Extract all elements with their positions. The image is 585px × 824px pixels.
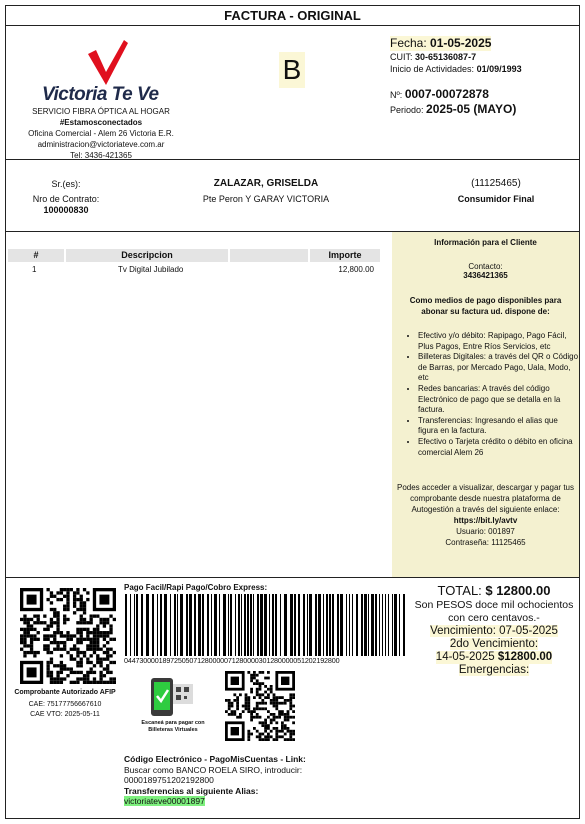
customer-name: ZALAZAR, GRISELDA [213,178,319,189]
cae-vto: CAE VTO: 2025-05-11 [30,711,100,718]
portal-link[interactable]: https://bit.ly/avtv [453,516,518,526]
vencimiento-1: Vencimiento: 07-05-2025 [430,625,558,637]
col-header-blank [230,249,308,262]
company-email: administracion@victoriateve.com.ar [37,140,165,149]
vencimiento-2-date: 14-05-2025 [435,651,495,663]
contract-label: Nro de Contrato: [32,194,100,204]
col-header-importe: Importe [310,249,380,262]
row-num: 1 [32,265,37,274]
company-phone: Tel: 3436-421365 [70,151,132,160]
list-item: • Billeteras Digitales: a través del QR o Código de Barras, por Mercado Pago, Uala, Modo, etc [418,352,579,384]
numero-value: 0007-00072878 [404,87,489,101]
customer-account: (11125465) [471,178,521,189]
payment-methods-title: Como medios de pago disponibles para abonar su factura ud. dispone de: [409,296,562,316]
list-item: • Efectivo y/o débito: Rapipago, Pago Fácil, Plus Pagos, Entre Ríos Servicios, etc [418,331,579,352]
company-logo-text: Victoria Te Ve [42,84,159,105]
portal-text: Podes acceder a visualizar, descargar y pagar tus comprobante desde nuestra plataforma de Autogestión a través del siguiente enlace: [397,483,574,515]
electronic-text: Buscar como BANCO ROELA SIRO, introducir: [124,764,303,775]
cae: CAE: 75177756667610 [28,701,102,708]
invoice-letter: B [279,52,305,88]
sres-label: Sr.(es): [51,179,81,189]
col-header-desc: Descripcion [66,249,228,262]
table-row [8,265,380,277]
inicio-value: 01/09/1993 [476,64,522,74]
contact-value: 3436421365 [463,271,508,280]
total-amount: $ 12800.00 [485,583,551,598]
payment-barcode [124,594,408,656]
check-logo-icon [86,38,130,86]
wallet-label: Escaneá para pagar con Billeteras Virtuales [141,720,205,733]
info-title: Información para el Cliente [434,238,537,247]
invoice-title: FACTURA - ORIGINAL [224,8,361,23]
list-item: • Efectivo o Tarjeta crédito o débito en oficina comercial Alem 26 [418,437,579,458]
company-hashtag: #Estamosconectados [59,118,143,127]
periodo-label: Periodo: [390,105,424,115]
items-table [8,249,390,349]
total-in-words: Son PESOS doce mil ochocientos con cero centavos.- [414,599,574,624]
fecha-label: Fecha: [390,36,427,50]
contract-value: 100000830 [43,205,89,215]
contact-label: Contacto: [468,262,503,271]
list-item: • Transferencias: Ingresando el alias que figura en la factura. [418,416,579,437]
vencimiento-2-amount: $12800.00 [497,651,553,663]
client-info-panel [392,232,579,577]
row-amount: 12,800.00 [338,265,374,274]
payment-section [5,577,580,819]
company-service: SERVICIO FIBRA ÓPTICA AL HOGAR [32,107,170,116]
customer-address: Pte Peron Y GARAY VICTORIA [202,194,330,204]
total-label: TOTAL: [437,583,482,598]
row-desc: Tv Digital Jubilado [118,265,184,274]
barcode-title: Pago Facil/Rapi Pago/Cobro Express: [124,583,268,592]
cuit-label: CUIT: [390,52,413,62]
list-item: • Redes bancarias: A través del código Electrónico de pago que se detalla en la factura. [418,384,579,416]
periodo-value: 2025-05 (MAYO) [426,102,517,116]
tax-condition: Consumidor Final [457,194,535,204]
company-office: Oficina Comercial - Alem 26 Victoria E.R. [28,129,174,138]
fecha-value: 01-05-2025 [430,36,492,50]
invoice-title-bar [5,5,580,26]
emergencias: Emergencias: [458,664,530,676]
portal-user: Usuario: 001897 [456,527,515,537]
electronic-title: Código Electrónico - PagoMisCuentas - Link: [124,754,306,764]
wallet-phone-icon [149,674,195,718]
portal-password: Contraseña: 11125465 [445,538,526,548]
alias-value: victoriateve00001897 [124,796,205,806]
cuit-value: 30-65136087-7 [415,52,477,62]
numero-label: Nº: [390,90,403,100]
header-section [5,25,580,160]
inicio-label: Inicio de Actividades: [390,64,475,74]
afip-qr-code [20,588,116,684]
alias-title: Transferencias al siguiente Alias: [124,785,259,796]
customer-section [5,159,580,232]
electronic-code: 0000189751202192800 [124,775,214,785]
items-section [5,231,580,578]
vencimiento-2-label: 2do Vencimiento: [449,638,539,650]
afip-title: Comprobante Autorizado AFIP [14,689,116,696]
barcode-number: 04473000018972505071280000071280000301280000051202192800 [124,656,340,665]
payment-methods-list [392,331,579,458]
wallet-qr-code[interactable] [225,671,295,741]
col-header-num: # [8,249,64,262]
